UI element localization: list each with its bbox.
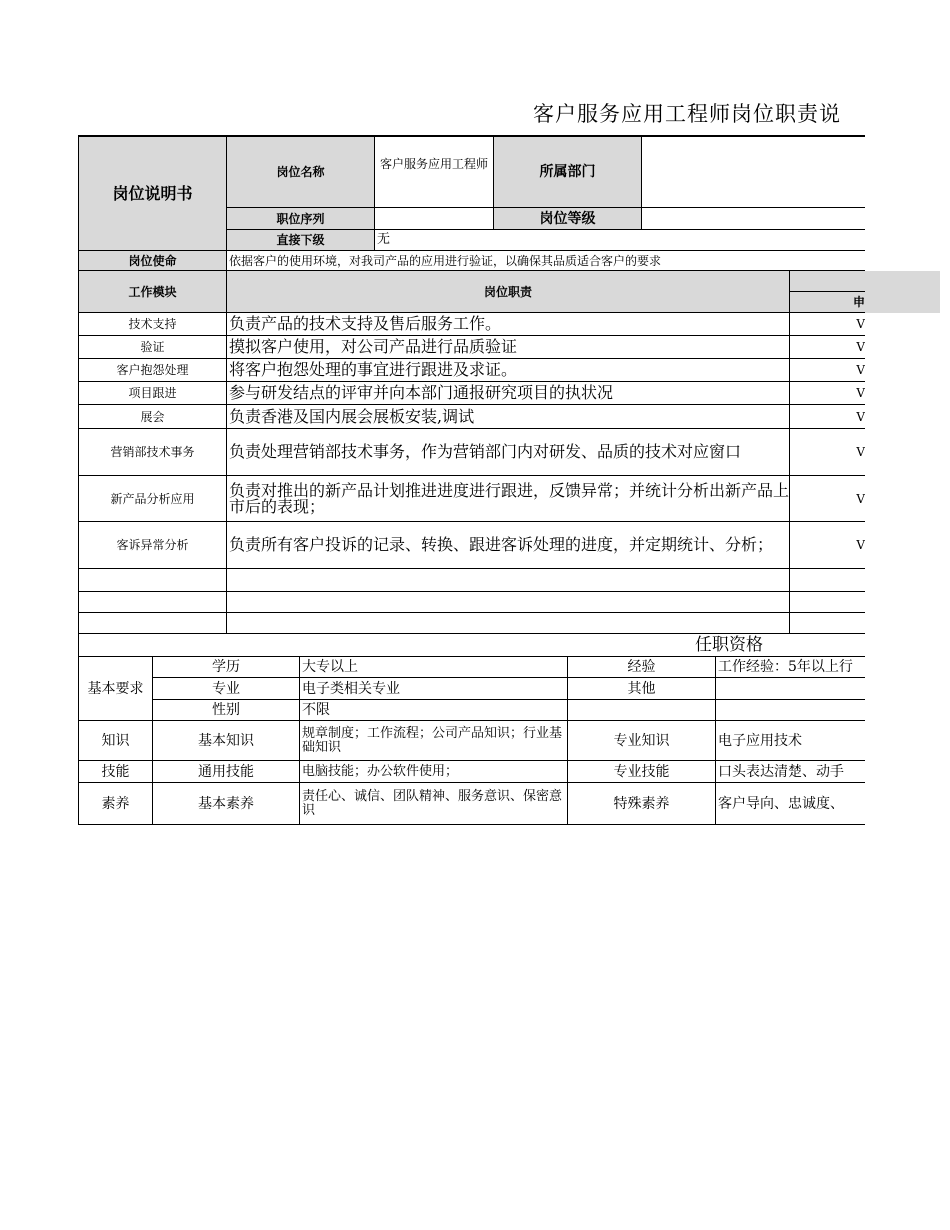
- basic-knowledge-value: 规章制度；工作流程；公司产品知识；行业基础知识: [300, 721, 568, 761]
- knowledge-label: 知识: [78, 721, 153, 761]
- experience-value: 工作经验：5年以上行: [716, 657, 865, 678]
- duty-mark: V: [790, 429, 865, 476]
- sequence-value: [375, 208, 494, 230]
- duty-text: 负责所有客户投诉的记录、转换、跟进客诉处理的进度，并定期统计、分析；: [227, 522, 790, 569]
- duty-text: 参与研发结点的评审并向本部门通报研究项目的执状况: [227, 382, 790, 405]
- gender-label: 性别: [153, 700, 300, 721]
- mark-header-sub: 申: [790, 292, 865, 313]
- major-label: 专业: [153, 678, 300, 700]
- sequence-label: 职位序列: [227, 208, 375, 230]
- duty-text: 负责产品的技术支持及售后服务工作。: [227, 313, 790, 336]
- duty-mark: V: [790, 476, 865, 522]
- pro-skill-label: 专业技能: [568, 761, 716, 783]
- duty-text: 摸拟客户使用，对公司产品进行品质验证: [227, 336, 790, 359]
- basic-requirements-label: 基本要求: [78, 657, 153, 721]
- empty-cell: [790, 613, 865, 634]
- duty-module: 客户抱怨处理: [78, 359, 227, 382]
- module-header: 工作模块: [78, 271, 227, 313]
- empty-cell: [78, 569, 227, 592]
- other-value: [716, 678, 865, 700]
- empty-cell: [227, 613, 790, 634]
- duty-module: 项目跟进: [78, 382, 227, 405]
- quality-label: 素养: [78, 783, 153, 825]
- page-title: 客户服务应用工程师岗位职责说: [533, 102, 841, 126]
- grade-value: [642, 208, 865, 230]
- other-label: 其他: [568, 678, 716, 700]
- duty-mark: V: [790, 359, 865, 382]
- empty-cell: [790, 569, 865, 592]
- subordinate-label: 直接下级: [227, 230, 375, 251]
- duty-text: 负责对推出的新产品计划推进进度进行跟进，反馈异常；并统计分析出新产品上市后的表现；: [227, 476, 790, 522]
- skill-label: 技能: [78, 761, 153, 783]
- duty-mark: V: [790, 382, 865, 405]
- special-quality-label: 特殊素养: [568, 783, 716, 825]
- education-value: 大专以上: [300, 657, 568, 678]
- mission-label: 岗位使命: [78, 251, 227, 271]
- duty-mark: V: [790, 313, 865, 336]
- duty-text: 将客户抱怨处理的事宜进行跟进及求证。: [227, 359, 790, 382]
- empty-cell: [78, 592, 227, 613]
- grade-label: 岗位等级: [494, 208, 642, 230]
- duty-text: 负责处理营销部技术事务，作为营销部门内对研发、品质的技术对应窗口: [227, 429, 790, 476]
- duty-module: 客诉异常分析: [78, 522, 227, 569]
- empty-cell: [78, 613, 227, 634]
- empty-cell: [716, 700, 865, 721]
- position-name-value: 客户服务应用工程师: [375, 135, 494, 208]
- experience-label: 经验: [568, 657, 716, 678]
- department-label: 所属部门: [494, 135, 642, 208]
- subordinate-value: 无: [375, 230, 865, 251]
- doc-label: 岗位说明书: [78, 135, 227, 251]
- education-label: 学历: [153, 657, 300, 678]
- job-description-sheet: [78, 135, 865, 827]
- duty-module: 技术支持: [78, 313, 227, 336]
- mission-text: 依据客户的使用环境，对我司产品的应用进行验证，以确保其品质适合客户的要求: [227, 251, 865, 271]
- general-skill-label: 通用技能: [153, 761, 300, 783]
- qualifications-title: 任职资格: [78, 634, 865, 657]
- duty-header: 岗位职责: [227, 271, 790, 313]
- pro-knowledge-value: 电子应用技术: [716, 721, 865, 761]
- position-name-label: 岗位名称: [227, 135, 375, 208]
- special-quality-value: 客户导向、忠诚度、: [716, 783, 865, 825]
- duty-module: 营销部技术事务: [78, 429, 227, 476]
- empty-cell: [227, 569, 790, 592]
- duty-module: 新产品分析应用: [78, 476, 227, 522]
- duty-module: 展会: [78, 405, 227, 429]
- department-value: [642, 135, 865, 208]
- empty-cell: [790, 592, 865, 613]
- gender-value: 不限: [300, 700, 568, 721]
- pro-knowledge-label: 专业知识: [568, 721, 716, 761]
- basic-quality-value: 责任心、诚信、团队精神、服务意识、保密意识: [300, 783, 568, 825]
- mark-header-top: [790, 271, 865, 292]
- pro-skill-value: 口头表达清楚、动手: [716, 761, 865, 783]
- duty-mark: V: [790, 522, 865, 569]
- basic-knowledge-label: 基本知识: [153, 721, 300, 761]
- side-gray-cell: [865, 271, 940, 313]
- duty-mark: V: [790, 336, 865, 359]
- empty-cell: [227, 592, 790, 613]
- empty-cell: [568, 700, 716, 721]
- basic-quality-label: 基本素养: [153, 783, 300, 825]
- duty-mark: V: [790, 405, 865, 429]
- general-skill-value: 电脑技能；办公软件使用；: [300, 761, 568, 783]
- duty-text: 负责香港及国内展会展板安装,调试: [227, 405, 790, 429]
- major-value: 电子类相关专业: [300, 678, 568, 700]
- duty-module: 验证: [78, 336, 227, 359]
